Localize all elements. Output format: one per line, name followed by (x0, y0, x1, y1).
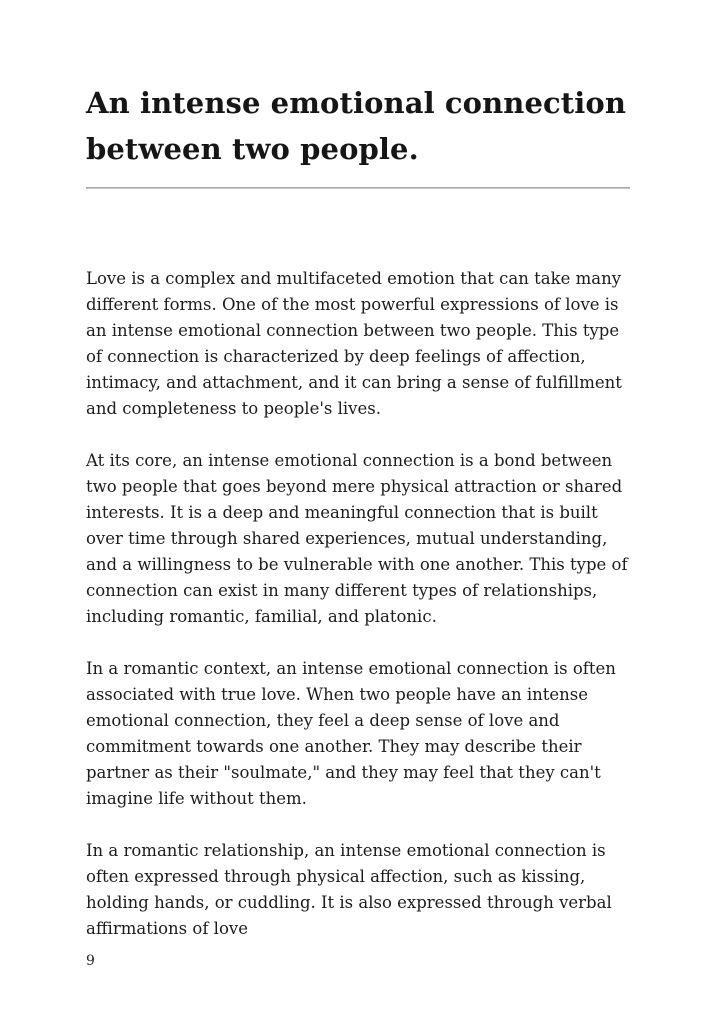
paragraph: At its core, an intense emotional connection is a bond between two people that goes beyond mere physical attraction or shared interests. It is a deep and meaningful connection that is built over time through shared experiences, mutual understanding, and a willingness to be vulnerable with one another. This type of connection can exist in many different types of relationships, including romantic, familial, and platonic. (86, 451, 628, 626)
paragraph: In a romantic relationship, an intense emotional connection is often expressed through physical affection, such as kissing, holding hands, or cuddling. It is also expressed through verbal affirmations of love (86, 841, 612, 938)
page-content (86, 0, 634, 968)
title-divider (86, 187, 630, 189)
paragraph: Love is a complex and multifaceted emotion that can take many different forms. One of the most powerful expressions of love is an intense emotional connection between two people. This type of connection is characterized by deep feelings of affection, intimacy, and attachment, and it can bring a sense of fulfillment and completeness to people's lives. (86, 269, 622, 418)
page-number: 9 (86, 953, 95, 969)
page-title: An intense emotional connection between two people. (86, 86, 627, 166)
paragraph: In a romantic context, an intense emotional connection is often associated with true love. When two people have an intense emotional connection, they feel a deep sense of love and commitment towards one another. They may describe their partner as their "soulmate," and they may feel that they can't imagine life without them. (86, 659, 616, 808)
article-body (86, 266, 634, 942)
